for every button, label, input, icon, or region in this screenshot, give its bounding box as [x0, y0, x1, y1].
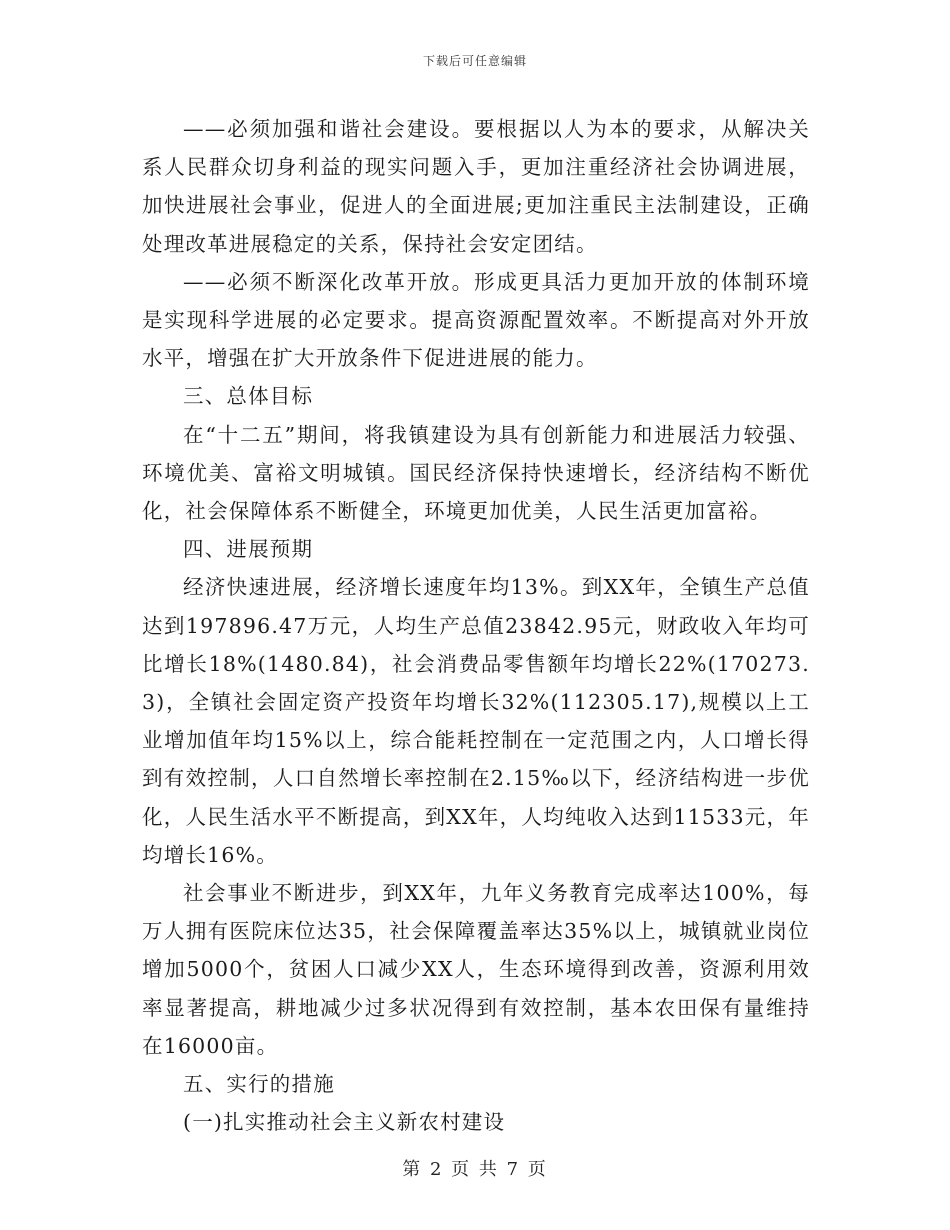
paragraph-social-construction: ——必须加强和谐社会建设。要根据以人为本的要求，从解决关系人民群众切身利益的现实问题入手，更加注重经济社会协调进展，加快进展社会事业，促进人的全面进展;更加注重民主法制建设，正确处理改革进展稳定的关系，保持社会安定团结。 — [142, 117, 810, 256]
section-heading-development-expectation: 四、进展预期 — [183, 537, 314, 562]
paragraph-economic-targets: 经济快速进展，经济增长速度年均13%。到XX年，全镇生产总值达到197896.47万元，人均生产总值23842.95元，财政收入年均可比增长18%(1480.84)，社会消费品零售额年均增长22%(170273.3)，全镇社会固定资产投资年均增长32%(112305.17),规模以上工业增加值年均15%以上，综合能耗控制在一定范围之内，人口增长得到有效控制，人口自然增长率控制在2.15‰以下，经济结构进一步优化，人民生活水平不断提高，到XX年，人均纯收入达到11533元，年均增长16%。 — [142, 575, 810, 867]
subsection-heading-new-countryside: (一)扎实推动社会主义新农村建设 — [183, 1110, 506, 1135]
section-heading-overall-goal: 三、总体目标 — [183, 384, 314, 409]
page-header: 下载后可任意编辑 — [422, 54, 527, 68]
document-body — [142, 110, 810, 1141]
page-footer: 第 2 页 共 7 页 — [402, 1159, 548, 1180]
paragraph-social-targets: 社会事业不断进步，到XX年，九年义务教育完成率达100%，每万人拥有医院床位达35，社会保障覆盖率达35%以上，城镇就业岗位增加5000个，贫困人口减少XX人，生态环境得到改善，资源利用效率显著提高，耕地减少过多状况得到有效控制，基本农田保有量维持在16000亩。 — [142, 881, 810, 1058]
paragraph-overall-goal: 在“十二五”期间，将我镇建设为具有创新能力和进展活力较强、环境优美、富裕文明城镇。国民经济保持快速增长，经济结构不断优化，社会保障体系不断健全，环境更加优美，人民生活更加富裕。 — [142, 422, 810, 524]
section-heading-measures: 五、实行的措施 — [183, 1072, 335, 1097]
paragraph-reform-opening: ——必须不断深化改革开放。形成更具活力更加开放的体制环境是实现科学进展的必定要求。提高资源配置效率。不断提高对外开放水平，增强在扩大开放条件下促进进展的能力。 — [142, 269, 810, 371]
